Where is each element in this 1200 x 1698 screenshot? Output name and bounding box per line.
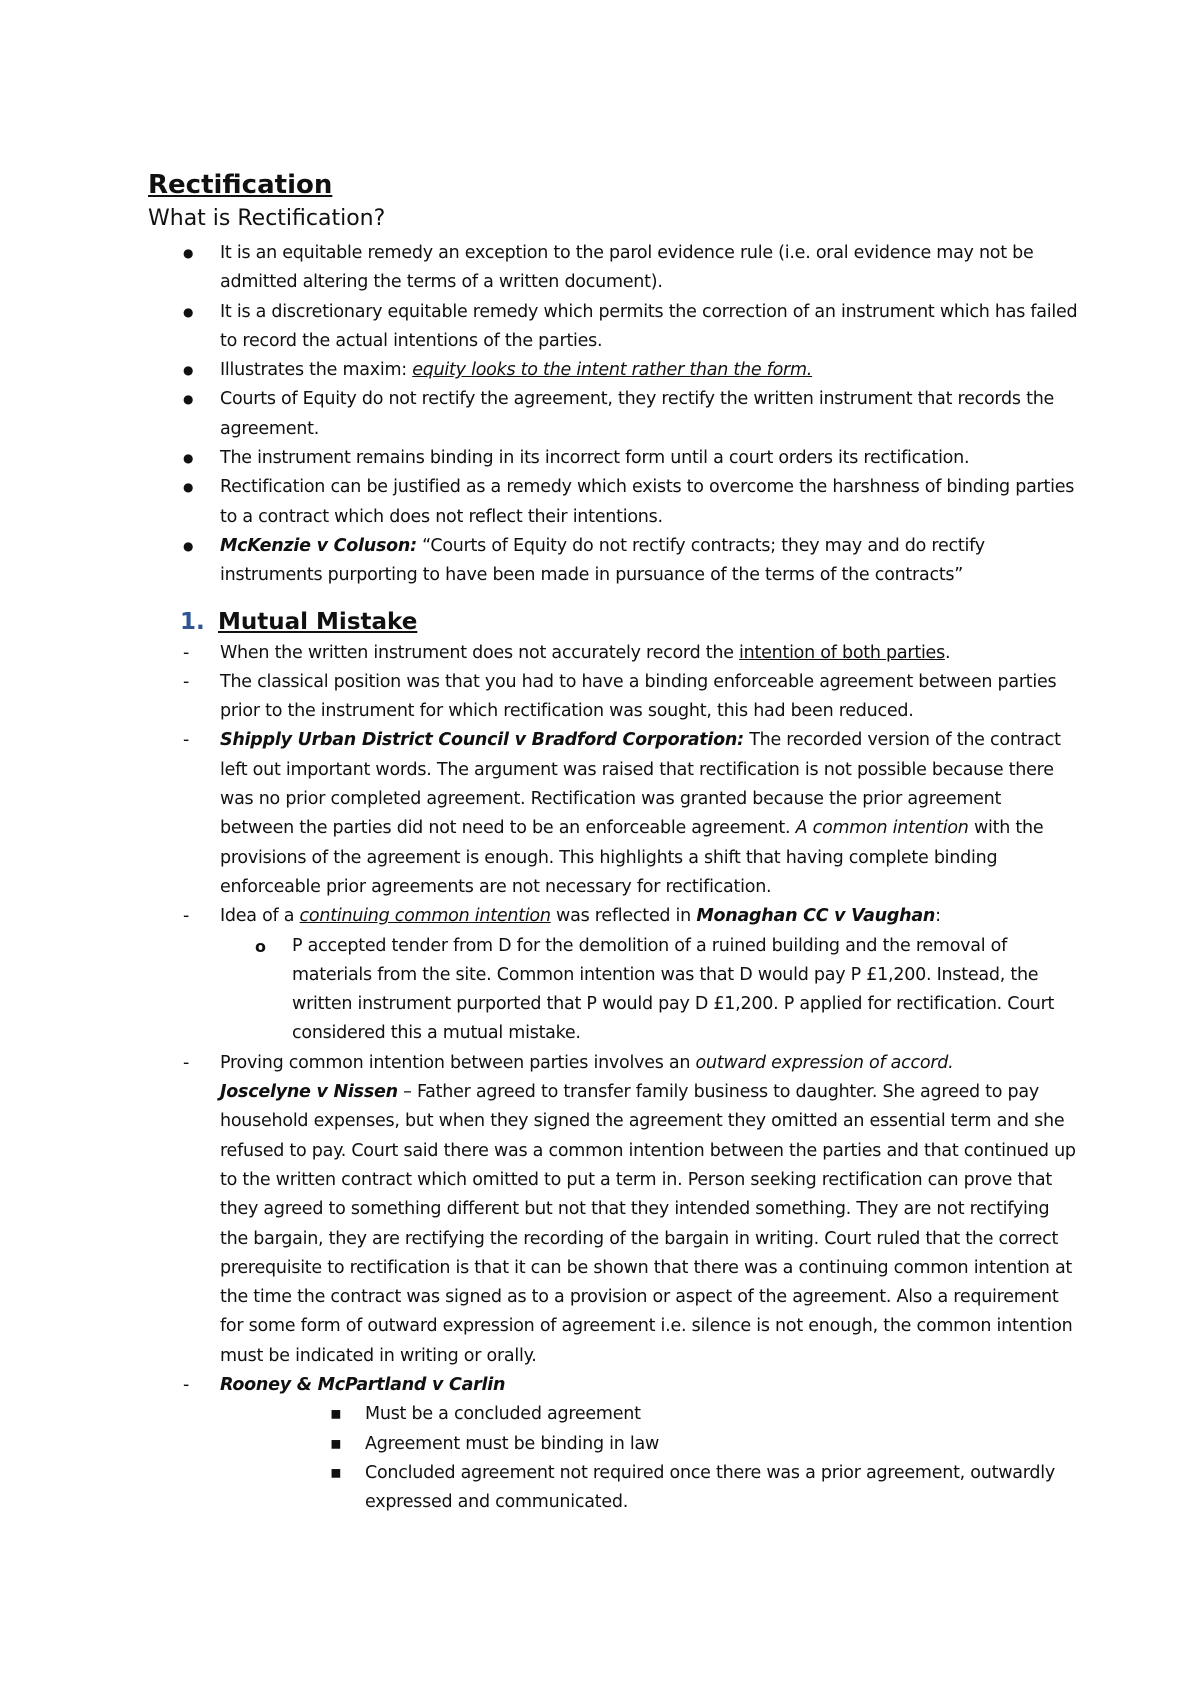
case-name: Rooney & McPartland v Carlin (220, 1374, 506, 1395)
list-item: ▪ Concluded agreement not required once there was a prior agreement, outwardly expressed and communicated. (330, 1459, 1078, 1518)
section-heading (148, 607, 1078, 637)
section-number: 1. (180, 608, 205, 635)
list-item: - Idea of a continuing common intention was reflected in Monaghan CC v Vaughan: o P accepted tender from D for the demolition of a ruined building and the removal of materials from the site. Common intention was that D would pay P £1,200. Instead, the written instrument purported that P would pay D £1,200. P applied for rectification. Court considered this a mutual mistake. (148, 902, 1078, 1048)
list-item: ● Illustrates the maxim: equity looks to the intent rather than the form. (148, 356, 1078, 385)
list-item (148, 1371, 1078, 1517)
maxim-text: equity looks to the intent rather than the form. (412, 360, 813, 381)
list-item: o P accepted tender from D for the demolition of a ruined building and the removal of materials from the site. Common intention was that D would pay P £1,200. Instead, the written instrument purported that P would pay D £1,200. P applied for rectification. Court considered this a mutual mistake. (220, 932, 1078, 1049)
case-name: Shipply Urban District Council v Bradford Corporation: (220, 730, 744, 751)
sub-list (220, 1400, 1078, 1517)
document-content (148, 168, 1078, 1517)
case-name: Joscelyne v Nissen (220, 1082, 398, 1103)
intro-bullet-list (148, 239, 1078, 591)
list-item: ● The instrument remains binding in its incorrect form until a court orders its rectification. (148, 444, 1078, 473)
list-item: - Shipply Urban District Council v Bradford Corporation: The recorded version of the contract left out important words. The argument was raised that rectification is not possible because there was no prior completed agreement. Rectification was granted because the prior agreement between the parties did not need to be an enforceable agreement. A common intention with the provisions of the agreement is enough. This highlights a shift that having complete binding enforceable prior agreements are not necessary for rectification. (148, 726, 1078, 902)
list-item: ● Rectification can be justified as a remedy which exists to overcome the harshness of binding parties to a contract which does not reflect their intentions. (148, 473, 1078, 532)
list-item: - When the written instrument does not accurately record the intention of both parties. (148, 639, 1078, 668)
case-name: Monaghan CC v Vaughan (696, 906, 936, 927)
case-name: McKenzie v Coluson: (220, 535, 417, 556)
sub-list (220, 932, 1078, 1049)
list-item: ▪ Must be a concluded agreement (330, 1400, 1078, 1429)
list-item: - The classical position was that you had to have a binding enforceable agreement between parties prior to the instrument for which rectification was sought, this had been reduced. (148, 668, 1078, 727)
list-item: ● McKenzie v Coluson: “Courts of Equity do not rectify contracts; they may and do rectify instruments purporting to have been made in pursuance of the terms of the contracts” (148, 532, 1078, 591)
section-title: Mutual Mistake (218, 608, 418, 635)
list-item: ● It is a discretionary equitable remedy which permits the correction of an instrument which has failed to record the actual intentions of the parties. (148, 298, 1078, 357)
document-title: Rectification (148, 170, 333, 200)
section-subtitle: What is Rectification? (148, 206, 386, 231)
list-item: ▪ Agreement must be binding in law (330, 1430, 1078, 1459)
list-item: ● It is an equitable remedy an exception to the parol evidence rule (i.e. oral evidence may not be admitted altering the terms of a written document). (148, 239, 1078, 298)
list-item: - Proving common intention between parties involves an outward expression of accord. Joscelyne v Nissen – Father agreed to transfer family business to daughter. She agreed to pay household expenses, but when they signed the agreement they omitted an essential term and she refused to pay. Court said there was a common intention between the parties and that continued up to the written contract which omitted to put a term in. Person seeking rectification can prove that they agreed to something different but not that they intended something. They are not rectifying the bargain, they are rectifying the recording of the bargain in writing. Court ruled that the correct prerequisite to rectification is that it can be shown that there was a continuing common intention at the time the contract was signed as to a provision or aspect of the agreement. Also a requirement for some form of outward expression of agreement i.e. silence is not enough, the common intention must be indicated in writing or orally. (148, 1049, 1078, 1371)
list-item: ● Courts of Equity do not rectify the agreement, they rectify the written instrument that records the agreement. (148, 385, 1078, 444)
mutual-mistake-list (148, 639, 1078, 1518)
